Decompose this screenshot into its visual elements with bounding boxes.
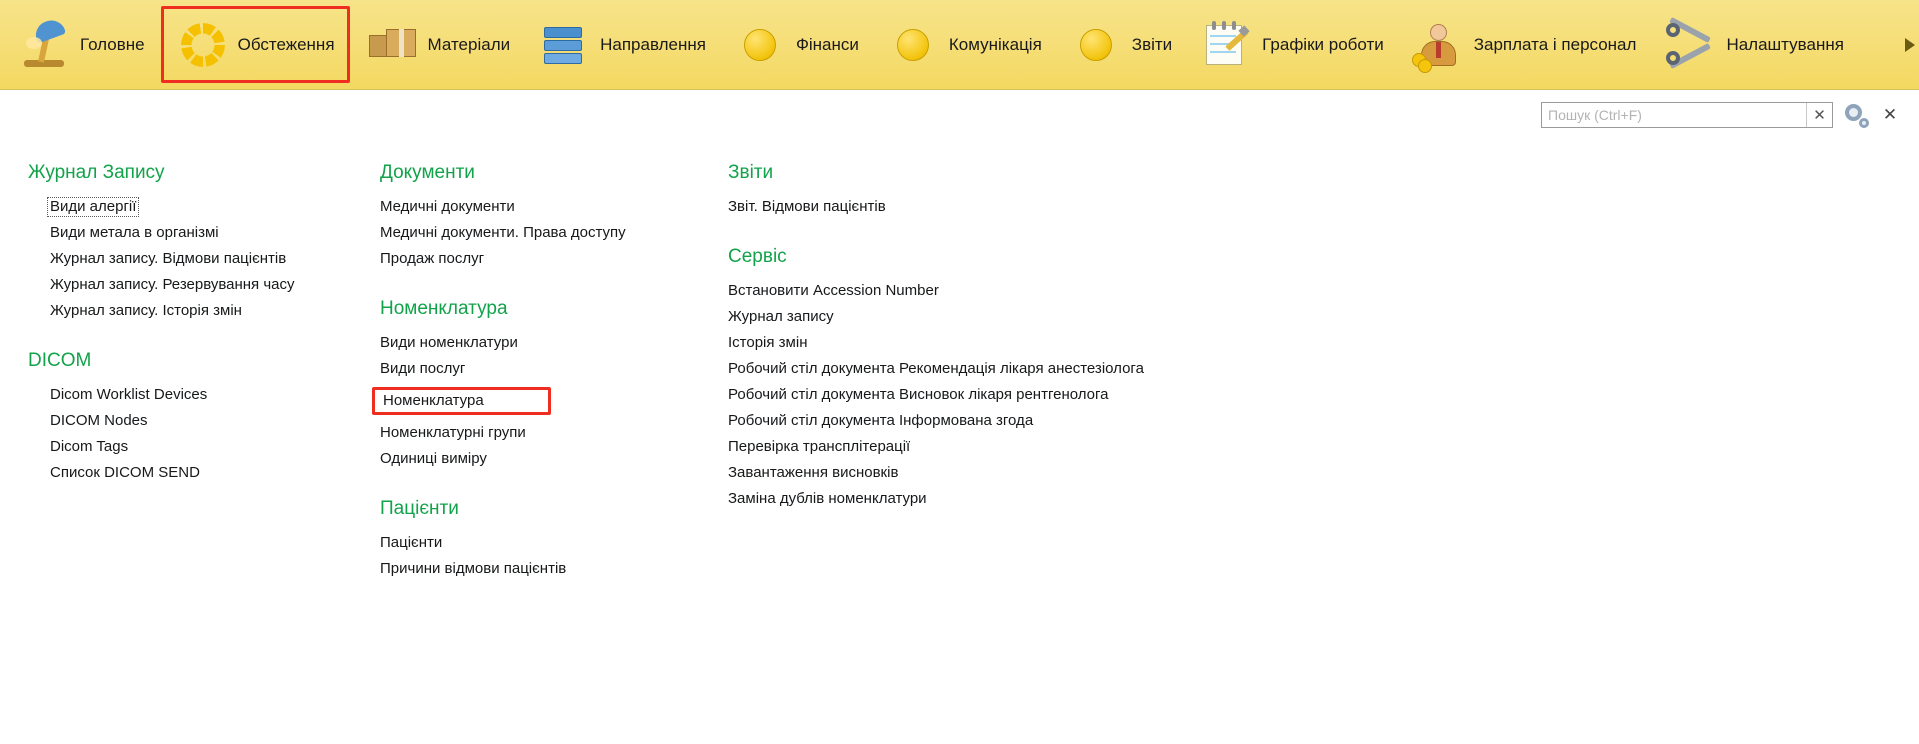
database-stack-icon (538, 19, 590, 71)
list-item-vidmovy-patsiyentiv[interactable] (28, 246, 358, 272)
list-item-label: Робочий стіл документа Рекомендація лікаря анестезіолога (728, 360, 1144, 377)
list-item-medychni-dokumenty[interactable] (358, 194, 706, 220)
link-list (358, 530, 706, 582)
list-item-label: Журнал запису. Історія змін (50, 302, 242, 319)
group-servis (706, 246, 1226, 512)
list-item-perevirka-transliteratsii[interactable] (706, 434, 1226, 460)
list-item-vydy-nomenklatury[interactable] (358, 330, 706, 356)
ribbon-item-materialy[interactable] (352, 0, 525, 89)
list-item-label: Продаж послуг (380, 250, 485, 267)
list-item-nomenklaturni-grupy[interactable] (358, 420, 706, 446)
list-item-zamina-dubliv-nomenklatury[interactable] (706, 486, 1226, 512)
group-title: Пацієнти (380, 498, 459, 519)
list-item-label: Dicom Tags (50, 438, 129, 455)
list-item-label: Робочий стіл документа Інформована згода (728, 412, 1034, 429)
desk-lamp-icon (18, 19, 70, 71)
ribbon-item-label: Головне (80, 34, 145, 54)
group-title: DICOM (28, 350, 92, 371)
ribbon-item-label: Направлення (600, 34, 706, 54)
search-input[interactable] (1542, 103, 1806, 127)
yellow-circle-icon (1070, 19, 1122, 71)
main-ribbon (0, 0, 1919, 90)
list-item-dicom-tags[interactable] (28, 434, 358, 460)
link-list (358, 330, 706, 472)
list-item-zvit-vidmovy-patsiyentiv[interactable] (706, 194, 1226, 220)
group-zhurnal-zapysu (28, 162, 358, 324)
list-item-label: Журнал запису. Резервування часу (50, 276, 295, 293)
ribbon-item-grafiky-roboty[interactable] (1186, 0, 1398, 89)
list-item-dicom-worklist-devices[interactable] (28, 382, 358, 408)
list-item-zhurnal-zapysu[interactable] (706, 304, 1226, 330)
list-item-patsiyenty[interactable] (358, 530, 706, 556)
highlight-box (372, 387, 551, 415)
donut-spinner-icon (176, 19, 228, 71)
list-item-medychni-dokumenty-prava-dostupu[interactable] (358, 220, 706, 246)
list-item-istoriya-zmin[interactable] (28, 298, 358, 324)
tools-icon (1664, 19, 1716, 71)
list-item-robochyi-stil-anesteziolog[interactable] (706, 356, 1226, 382)
group-dokumenty (358, 162, 706, 272)
ribbon-item-zarplata-i-personal[interactable] (1398, 0, 1651, 89)
list-item-vstanovyty-accession-number[interactable] (706, 278, 1226, 304)
list-item-label: Одиниці виміру (380, 450, 487, 467)
list-item-label: Заміна дублів номенклатури (728, 490, 927, 507)
ribbon-item-label: Фінанси (795, 34, 859, 54)
group-dicom (28, 350, 358, 486)
column-3 (706, 162, 1226, 608)
column-1 (28, 162, 358, 608)
list-item-nomenklatura[interactable] (358, 382, 706, 420)
person-coins-icon (1412, 19, 1464, 71)
list-item-vydy-alergii[interactable] (28, 194, 358, 220)
link-list (706, 278, 1226, 512)
group-title: Звіти (728, 162, 774, 183)
search-box[interactable] (1541, 102, 1833, 128)
list-item-label: Види метала в організмі (50, 224, 219, 241)
group-title: Журнал Запису (28, 162, 165, 183)
gear-settings-icon[interactable] (1843, 102, 1869, 128)
navigation-panel (0, 140, 1919, 608)
ribbon-item-zvity[interactable] (1056, 0, 1186, 89)
list-item-robochyi-stil-informovana-zgoda[interactable] (706, 408, 1226, 434)
ribbon-item-label: Налаштування (1726, 34, 1844, 54)
group-zvity (706, 162, 1226, 220)
list-item-label: Пацієнти (380, 534, 443, 551)
boxes-icon (366, 19, 418, 71)
yellow-circle-icon (734, 19, 786, 71)
list-item-label: Список DICOM SEND (50, 464, 200, 481)
list-item-label: Медичні документи (380, 198, 515, 215)
search-clear-button[interactable]: ✕ (1806, 103, 1832, 127)
search-toolbar (0, 90, 1919, 140)
list-item-label: Номенклатура (383, 392, 484, 409)
list-item-zavantazhennya-vysnovkiv[interactable] (706, 460, 1226, 486)
list-item-odynytsi-vymiru[interactable] (358, 446, 706, 472)
list-item-vydy-poslug[interactable] (358, 356, 706, 382)
group-title: Номенклатура (380, 298, 508, 319)
list-item-dicom-send-list[interactable] (28, 460, 358, 486)
ribbon-item-nalashtuvannya[interactable] (1650, 0, 1858, 89)
list-item-label: Перевірка трансплітерації (728, 438, 911, 455)
list-item-label: Завантаження висновків (728, 464, 899, 481)
list-item-label: Види послуг (380, 360, 466, 377)
link-list (28, 194, 358, 324)
yellow-circle-icon (887, 19, 939, 71)
list-item-label: Робочий стіл документа Висновок лікаря рентгенолога (728, 386, 1109, 403)
list-item-label: DICOM Nodes (50, 412, 148, 429)
list-item-label: Види номенклатури (380, 334, 518, 351)
link-list (358, 194, 706, 272)
group-patsiyenty (358, 498, 706, 582)
list-item-label: Встановити Accession Number (728, 282, 939, 299)
group-title: Документи (380, 162, 475, 183)
ribbon-item-label: Комунікація (948, 34, 1042, 54)
ribbon-item-label: Зарплата і персонал (1473, 34, 1637, 54)
group-nomenklatura (358, 298, 706, 472)
ribbon-item-label: Звіти (1131, 34, 1173, 54)
list-item-label: Види алергії (50, 198, 137, 215)
ribbon-item-komunikatsiya[interactable] (873, 0, 1056, 89)
ribbon-item-label: Обстеження (237, 34, 335, 54)
list-item-label: Номенклатурні групи (380, 424, 526, 441)
list-item-rezervuvannya-chasu[interactable] (28, 272, 358, 298)
ribbon-item-napravlennya[interactable] (524, 0, 720, 89)
list-item-label: Журнал запису (728, 308, 834, 325)
list-item-label: Звіт. Відмови пацієнтів (728, 198, 886, 215)
ribbon-item-label: Графіки роботи (1262, 34, 1384, 54)
list-item-label: Dicom Worklist Devices (50, 386, 208, 403)
column-2 (358, 162, 706, 608)
ribbon-item-finansy[interactable] (720, 0, 873, 89)
more-commands-arrow-icon[interactable] (1905, 38, 1915, 52)
ribbon-item-label: Матеріали (427, 34, 511, 54)
list-item-vydy-metala[interactable] (28, 220, 358, 246)
close-icon[interactable]: ✕ (1882, 105, 1898, 124)
list-item-label: Причини відмови пацієнтів (380, 560, 567, 577)
list-item-dicom-nodes[interactable] (28, 408, 358, 434)
ribbon-item-golovne[interactable] (4, 0, 159, 89)
ribbon-item-obstezhennya[interactable] (161, 6, 350, 83)
list-item-prodazh-poslug[interactable] (358, 246, 706, 272)
link-list (706, 194, 1226, 220)
list-item-label: Медичні документи. Права доступу (380, 224, 626, 241)
list-item-prychyny-vidmovy[interactable] (358, 556, 706, 582)
list-item-istoriya-zmin-servis[interactable] (706, 330, 1226, 356)
list-item-label: Журнал запису. Відмови пацієнтів (50, 250, 287, 267)
notepad-pen-icon (1200, 19, 1252, 71)
list-item-robochyi-stil-rentgenolog[interactable] (706, 382, 1226, 408)
list-item-label: Історія змін (728, 334, 808, 351)
group-title: Сервіс (728, 246, 787, 267)
link-list (28, 382, 358, 486)
